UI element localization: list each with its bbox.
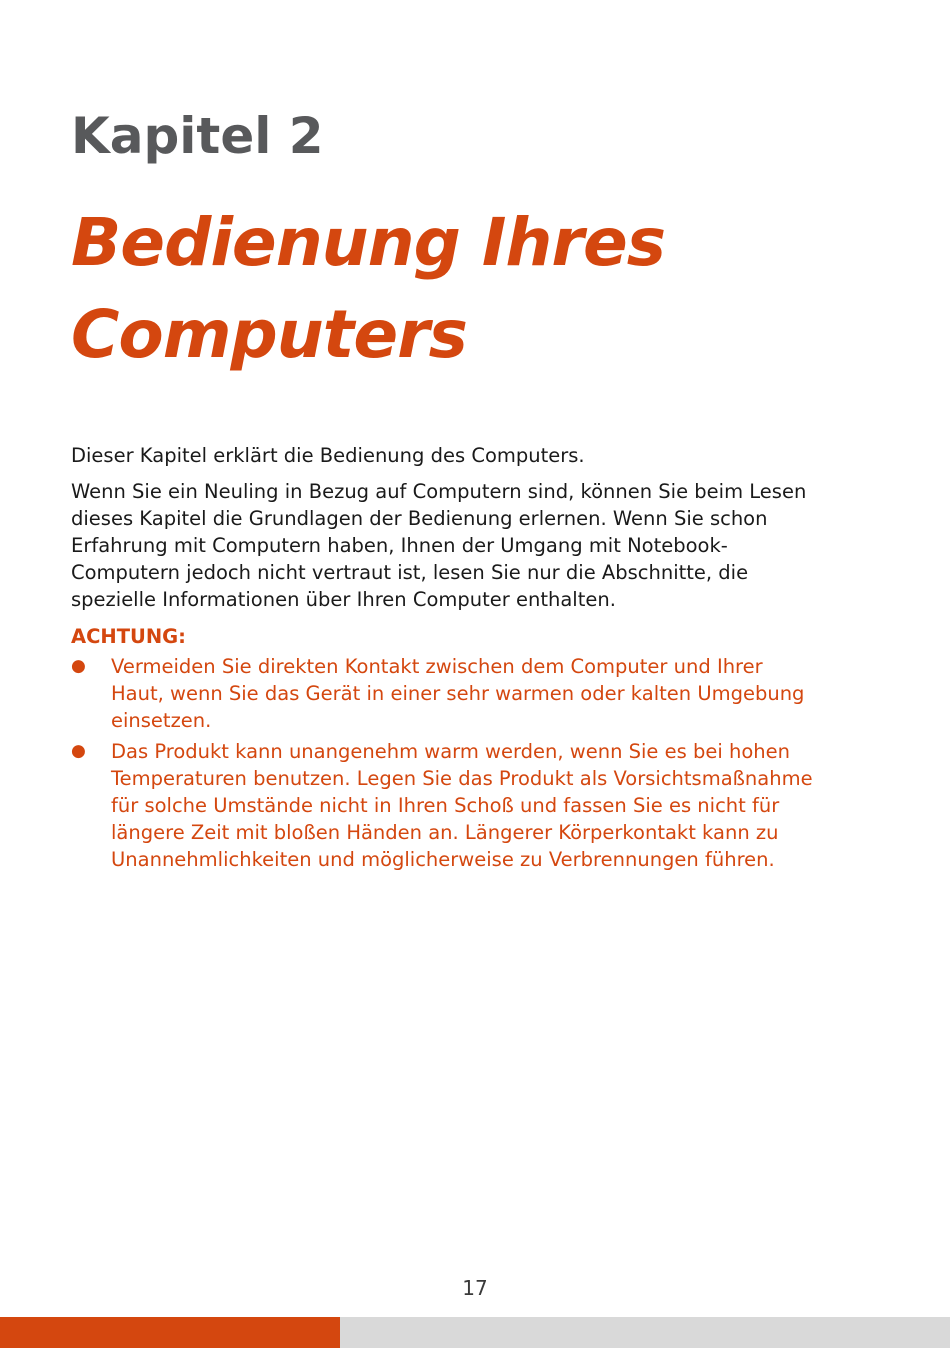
caution-item-line: längere Zeit mit bloßen Händen an. Längerer Körperkontakt kann zu <box>111 821 779 844</box>
caution-item-line: einsetzen. <box>111 709 212 732</box>
body-paragraph-line: Erfahrung mit Computern haben, Ihnen der Umgang mit Notebook- <box>71 534 728 557</box>
bullet-icon: ● <box>71 741 86 761</box>
body-paragraph-line: Computern jedoch nicht vertraut ist, lesen Sie nur die Abschnitte, die <box>71 561 749 584</box>
body-paragraph-line: Wenn Sie ein Neuling in Bezug auf Computern sind, können Sie beim Lesen <box>71 480 807 503</box>
caution-item <box>71 653 881 734</box>
footer-bar <box>0 1317 950 1348</box>
chapter-title-line: Bedienung Ihres <box>71 204 666 281</box>
caution-item-line: Temperaturen benutzen. Legen Sie das Produkt als Vorsichtsmaßnahme <box>111 767 813 790</box>
caution-item-line: Unannehmlichkeiten und möglicherweise zu Verbrennungen führen. <box>111 848 775 871</box>
caution-list <box>71 653 881 873</box>
caution-item-line: Das Produkt kann unangenehm warm werden, wenn Sie es bei hohen <box>111 740 790 763</box>
caution-item <box>71 738 881 873</box>
chapter-title-line: Computers <box>71 296 467 373</box>
chapter-title <box>71 197 891 381</box>
body-paragraph <box>71 478 881 613</box>
bullet-icon: ● <box>71 656 86 676</box>
chapter-label: Kapitel 2 <box>71 107 324 165</box>
page-number: 17 <box>462 1276 488 1300</box>
body-paragraph-line: spezielle Informationen über Ihren Computer enthalten. <box>71 588 616 611</box>
caution-item-line: für solche Umstände nicht in Ihren Schoß und fassen Sie es nicht für <box>111 794 780 817</box>
intro-line: Dieser Kapitel erklärt die Bedienung des Computers. <box>71 444 585 467</box>
footer-accent-segment <box>0 1317 340 1348</box>
footer-gray-segment <box>340 1317 950 1348</box>
chapter-body <box>71 442 881 877</box>
caution-heading: ACHTUNG: <box>71 625 186 648</box>
caution-item-line: Haut, wenn Sie das Gerät in einer sehr warmen oder kalten Umgebung <box>111 682 805 705</box>
caution-item-line: Vermeiden Sie direkten Kontakt zwischen dem Computer und Ihrer <box>111 655 763 678</box>
intro-paragraph <box>71 442 881 469</box>
body-paragraph-line: dieses Kapitel die Grundlagen der Bedienung erlernen. Wenn Sie schon <box>71 507 768 530</box>
